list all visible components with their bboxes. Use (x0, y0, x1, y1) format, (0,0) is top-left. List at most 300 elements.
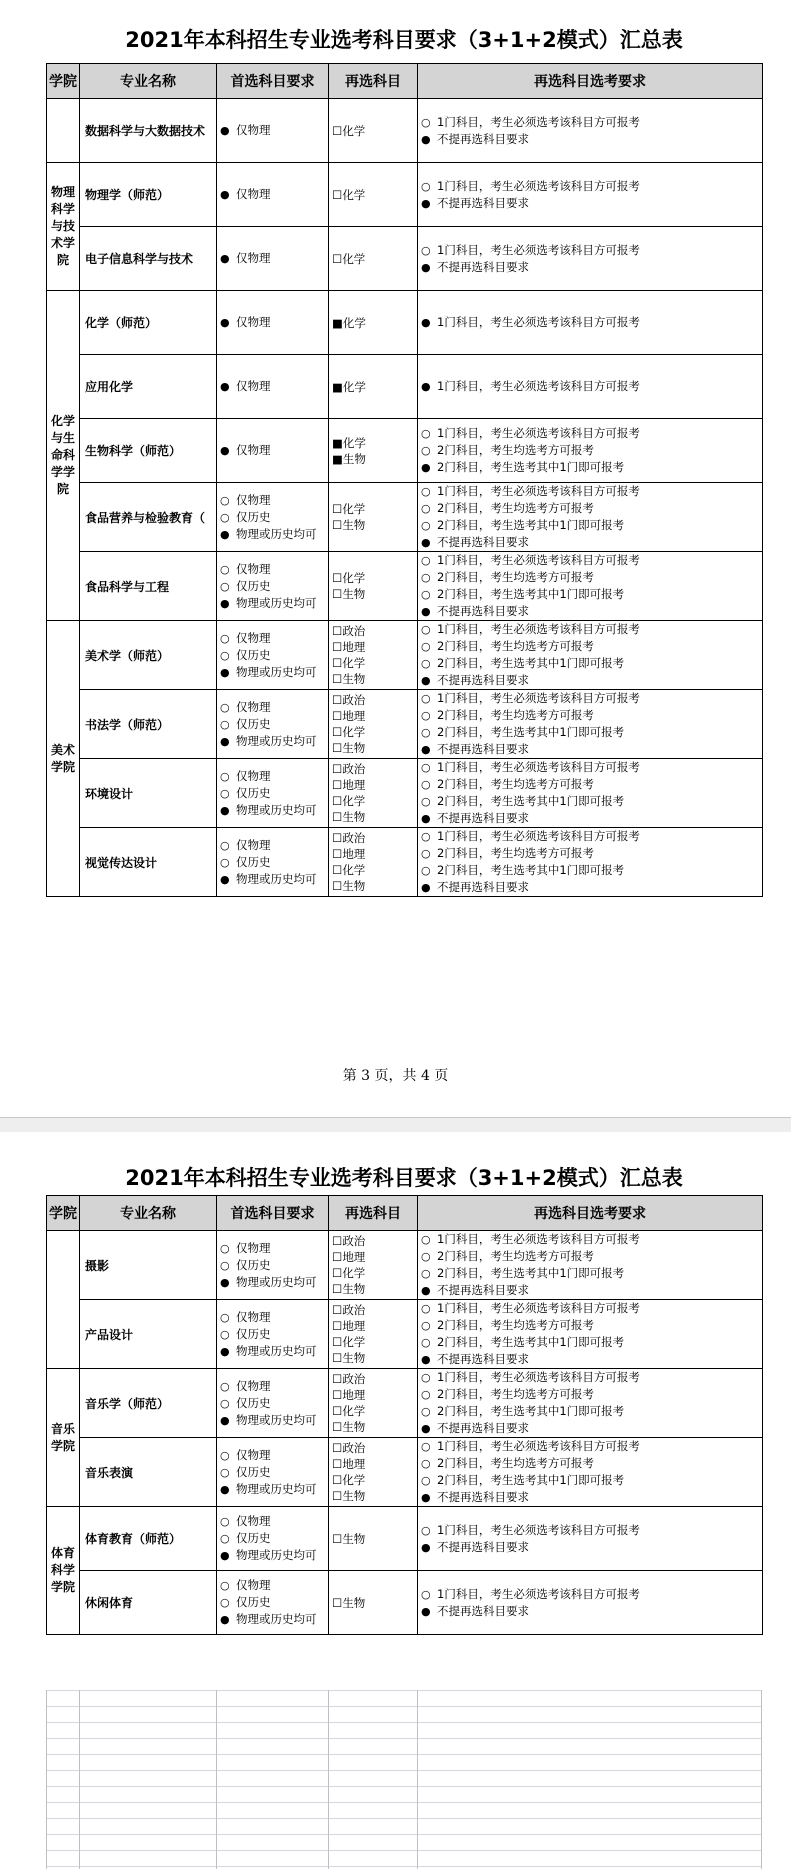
first-choice-option (220, 716, 328, 733)
requirement-option (421, 1438, 762, 1455)
subject-label: 地理 (342, 709, 366, 723)
subject-label: 化学 (342, 794, 366, 808)
subject-label: 化学 (342, 725, 366, 739)
header-major: 专业名称 (80, 64, 217, 99)
subject-label: 政治 (342, 693, 366, 707)
college-name: 物理科学与技术学院 (50, 185, 75, 267)
option-label: 物理或历史均可 (236, 871, 317, 886)
college-cell (47, 291, 80, 621)
option-label: 仅物理 (236, 492, 271, 507)
header-subjects: 再选科目 (329, 1196, 418, 1231)
requirement-option (421, 1317, 762, 1334)
requirement-option (421, 724, 762, 741)
requirement-option (421, 242, 762, 259)
radio-filled-icon: ● (421, 132, 431, 146)
subject-item (332, 1456, 382, 1472)
requirements-cell (418, 483, 763, 552)
option-label: 仅物理 (236, 561, 271, 576)
option-label: 2门科目，考生选考其中1门即可报考 (437, 1473, 625, 1487)
requirement-option (421, 1386, 762, 1403)
option-label: 仅物理 (236, 699, 271, 714)
requirement-option (421, 690, 762, 707)
table-row (47, 419, 763, 483)
first-choice-cell (217, 759, 329, 828)
requirement-option (421, 1282, 762, 1299)
radio-empty-icon: ○ (220, 1579, 230, 1592)
radio-empty-icon: ○ (421, 847, 431, 860)
radio-filled-icon: ● (220, 1482, 230, 1496)
option-label: 仅物理 (236, 1378, 271, 1393)
option-label: 仅物理 (236, 315, 271, 329)
radio-empty-icon: ○ (421, 1371, 431, 1384)
checkbox-empty-icon: ☐ (332, 831, 343, 845)
table-header-row (47, 1196, 763, 1231)
first-choice-option (220, 768, 328, 785)
first-choice-option (220, 785, 328, 802)
requirement-option (421, 1403, 762, 1420)
radio-filled-icon: ● (220, 596, 230, 610)
checkbox-empty-icon: ☐ (332, 762, 343, 776)
option-label: 仅历史 (236, 509, 271, 524)
subject-row (332, 251, 417, 267)
radio-empty-icon: ○ (220, 1310, 230, 1324)
option-label: 1门科目，考生必须选考该科目方可报考 (437, 691, 640, 705)
requirements-cell (418, 1571, 763, 1635)
option-label: 2门科目，考生均选考方可报考 (437, 1249, 594, 1263)
requirements-table (46, 1195, 763, 1635)
table-row (47, 552, 763, 621)
checkbox-empty-icon: ☐ (332, 847, 343, 861)
option-label: 仅历史 (236, 1595, 271, 1609)
option-label: 1门科目，考生必须选考该科目方可报考 (437, 1301, 640, 1315)
subjects-cell (329, 828, 418, 897)
first-choice-option (220, 526, 328, 543)
first-choice-cell (217, 1300, 329, 1369)
option-label: 不提再选科目要求 (437, 673, 529, 687)
radio-empty-icon: ○ (421, 1440, 431, 1453)
radio-empty-icon: ○ (220, 1379, 230, 1393)
first-choice-cell (217, 1231, 329, 1300)
requirements-cell (418, 552, 763, 621)
first-choice-option (220, 733, 328, 750)
first-choice-option (220, 1326, 328, 1343)
checkbox-empty-icon: ☐ (332, 1351, 343, 1365)
checkbox-empty-icon: ☐ (332, 1335, 343, 1349)
option-label: 1门科目，考生必须选考该科目方可报考 (437, 829, 640, 843)
radio-empty-icon: ○ (421, 640, 431, 653)
option-label: 仅物理 (236, 379, 271, 393)
radio-empty-icon: ○ (220, 510, 230, 524)
empty-sheet-columns (46, 1690, 762, 1869)
requirements-cell (418, 1231, 763, 1300)
radio-filled-icon: ● (220, 872, 230, 886)
subject-item (332, 1387, 382, 1403)
checkbox-empty-icon: ☐ (332, 587, 343, 601)
option-label: 1门科目，考生必须选考该科目方可报考 (437, 553, 640, 567)
subjects-cell (329, 621, 418, 690)
option-label: 不提再选科目要求 (437, 742, 529, 756)
first-choice-option (220, 1611, 328, 1628)
subject-label: 化学 (342, 315, 366, 330)
option-label: 仅历史 (236, 785, 271, 800)
requirement-option (421, 845, 762, 862)
first-choice-cell (217, 1571, 329, 1635)
header-college: 学院 (47, 64, 80, 99)
radio-empty-icon: ○ (421, 864, 431, 877)
checkbox-empty-icon: ☐ (332, 1282, 343, 1296)
requirement-option (421, 1351, 762, 1368)
radio-empty-icon: ○ (421, 709, 431, 722)
radio-empty-icon: ○ (421, 519, 431, 532)
subject-row (332, 793, 417, 825)
first-choice-cell (217, 483, 329, 552)
option-label: 仅物理 (236, 1447, 271, 1462)
option-label: 不提再选科目要求 (437, 1421, 529, 1435)
subject-row (332, 1472, 417, 1504)
radio-filled-icon: ● (421, 1422, 431, 1435)
subject-label: 化学 (342, 1404, 366, 1418)
radio-empty-icon: ○ (421, 692, 431, 705)
major-name: 体育教育（师范） (80, 1507, 217, 1571)
radio-filled-icon: ● (220, 665, 230, 679)
option-label: 不提再选科目要求 (437, 1603, 529, 1618)
subject-label: 政治 (342, 762, 366, 776)
subject-row (332, 1265, 417, 1297)
subject-item (332, 187, 382, 203)
subject-label: 生物 (342, 741, 366, 755)
page-title: 2021年本科招生专业选考科目要求（3+1+2模式）汇总表 (125, 1166, 683, 1190)
subject-label: 化学 (342, 251, 366, 266)
radio-empty-icon: ○ (421, 1233, 431, 1246)
first-choice-cell (217, 621, 329, 690)
radio-empty-icon: ○ (220, 1241, 230, 1255)
radio-empty-icon: ○ (421, 502, 431, 515)
requirement-option (421, 586, 762, 603)
requirement-option (421, 1248, 762, 1265)
requirement-option (421, 672, 762, 689)
college-cell (47, 621, 80, 897)
option-label: 2门科目，考生选考其中1门即可报考 (437, 1266, 625, 1280)
radio-empty-icon: ○ (220, 1596, 230, 1609)
checkbox-empty-icon: ☐ (332, 778, 343, 792)
radio-empty-icon: ○ (421, 1319, 431, 1332)
subject-item (332, 1595, 382, 1611)
subject-item (332, 1265, 382, 1281)
table-row (47, 1571, 763, 1635)
table-row (47, 483, 763, 552)
requirements-cell (418, 227, 763, 291)
subject-row (332, 1302, 417, 1334)
first-choice-option (220, 578, 328, 595)
subjects-cell (329, 759, 418, 828)
radio-filled-icon: ● (220, 316, 230, 329)
option-label: 物理或历史均可 (236, 1481, 317, 1496)
option-label: 物理或历史均可 (236, 664, 317, 679)
college-name: 音乐学院 (50, 1421, 75, 1453)
option-label: 仅物理 (236, 768, 271, 783)
page-footer: 第 3 页，共 4 页 (342, 1068, 449, 1084)
first-choice-option (220, 1343, 328, 1360)
subject-label: 化学 (342, 187, 366, 202)
requirement-option (421, 862, 762, 879)
requirements-cell (418, 291, 763, 355)
subject-row (332, 1233, 417, 1265)
checkbox-empty-icon: ☐ (332, 1457, 343, 1471)
radio-filled-icon: ● (220, 1613, 230, 1626)
option-label: 仅物理 (236, 1514, 271, 1528)
checkbox-empty-icon: ☐ (332, 879, 343, 893)
option-label: 物理或历史均可 (236, 526, 317, 541)
subject-item (332, 123, 382, 139)
subject-label: 化学 (342, 1335, 366, 1349)
requirement-option (421, 1231, 762, 1248)
requirement-option (421, 483, 762, 500)
subject-row (332, 187, 417, 203)
requirements-cell (418, 1438, 763, 1507)
requirement-option (421, 534, 762, 551)
college-cell (47, 1507, 80, 1635)
radio-empty-icon: ○ (220, 1515, 230, 1528)
option-label: 1门科目，考生必须选考该科目方可报考 (437, 1439, 640, 1453)
subject-row (332, 501, 417, 533)
table-row (47, 1231, 763, 1300)
table-row (47, 1369, 763, 1438)
subject-row (332, 570, 417, 602)
radio-filled-icon: ● (220, 803, 230, 817)
radio-empty-icon: ○ (220, 838, 230, 852)
radio-filled-icon: ● (421, 674, 431, 687)
option-label: 2门科目，考生选考其中1门即可报考 (437, 863, 625, 877)
subject-item (332, 1371, 382, 1387)
major-name: 生物科学（师范） (80, 419, 217, 483)
radio-filled-icon: ● (220, 444, 230, 457)
requirement-option (421, 655, 762, 672)
radio-empty-icon: ○ (421, 1523, 431, 1537)
header-major: 专业名称 (80, 1196, 217, 1231)
option-label: 2门科目，考生均选考方可报考 (437, 639, 594, 653)
checkbox-empty-icon: ☐ (332, 863, 343, 877)
first-choice-cell (217, 291, 329, 355)
checkbox-filled-icon: ■ (332, 435, 343, 450)
subject-label: 地理 (342, 1250, 366, 1264)
requirements-cell (418, 1369, 763, 1438)
first-choice-option (220, 1547, 328, 1564)
subjects-cell (329, 1231, 418, 1300)
checkbox-empty-icon: ☐ (332, 656, 343, 670)
major-name: 音乐表演 (80, 1438, 217, 1507)
requirement-option (421, 741, 762, 758)
radio-empty-icon: ○ (421, 795, 431, 808)
requirement-option (421, 442, 762, 459)
option-label: 2门科目，考生均选考方可报考 (437, 1456, 594, 1470)
first-choice-option (220, 699, 328, 716)
radio-filled-icon: ● (421, 316, 431, 329)
table-row (47, 1507, 763, 1571)
requirement-option (421, 1369, 762, 1386)
option-label: 2门科目，考生均选考方可报考 (437, 777, 594, 791)
checkbox-empty-icon: ☐ (332, 741, 343, 755)
option-label: 2门科目，考生均选考方可报考 (437, 708, 594, 722)
radio-empty-icon: ○ (220, 717, 230, 731)
checkbox-filled-icon: ■ (332, 379, 343, 394)
checkbox-empty-icon: ☐ (332, 1234, 343, 1248)
table-row (47, 1300, 763, 1369)
checkbox-empty-icon: ☐ (332, 725, 343, 739)
major-name: 摄影 (80, 1231, 217, 1300)
subject-row (332, 1334, 417, 1366)
subject-item (332, 1488, 382, 1504)
requirement-option (421, 1539, 762, 1556)
requirements-cell (418, 163, 763, 227)
subject-item (332, 501, 382, 517)
option-label: 2门科目，考生选考其中1门即可报考 (437, 794, 625, 808)
subject-item (332, 1233, 382, 1249)
subject-row (332, 692, 417, 724)
option-label: 仅历史 (236, 1464, 271, 1479)
radio-empty-icon: ○ (220, 769, 230, 783)
first-choice-option (220, 1594, 328, 1611)
requirement-option (421, 1265, 762, 1282)
subject-row (332, 123, 417, 139)
checkbox-empty-icon: ☐ (332, 1595, 343, 1610)
subject-label: 生物 (342, 1282, 366, 1296)
major-name: 视觉传达设计 (80, 828, 217, 897)
subject-row (332, 1595, 417, 1611)
subject-item (332, 1249, 382, 1265)
major-name: 美术学（师范） (80, 621, 217, 690)
option-label: 仅物理 (236, 1309, 271, 1324)
radio-empty-icon: ○ (220, 855, 230, 869)
radio-empty-icon: ○ (220, 579, 230, 593)
first-choice-option (220, 1309, 328, 1326)
requirements-cell (418, 355, 763, 419)
checkbox-empty-icon: ☐ (332, 1473, 343, 1487)
first-choice-option (220, 630, 328, 647)
first-choice-option (220, 378, 328, 395)
major-name: 电子信息科学与技术 (80, 227, 217, 291)
subject-item (332, 1419, 382, 1435)
option-label: 仅物理 (236, 251, 271, 265)
first-choice-option (220, 1513, 328, 1530)
subject-label: 化学 (342, 656, 366, 670)
subject-row (332, 435, 417, 467)
radio-empty-icon: ○ (421, 623, 431, 636)
radio-filled-icon: ● (421, 461, 431, 474)
checkbox-empty-icon: ☐ (332, 810, 343, 824)
college-name: 化学与生命科学学院 (50, 414, 75, 496)
first-choice-cell (217, 99, 329, 163)
option-label: 1门科目，考生必须选考该科目方可报考 (437, 1586, 640, 1601)
subject-label: 生物 (342, 1489, 366, 1503)
requirement-option (421, 459, 762, 476)
radio-empty-icon: ○ (220, 786, 230, 800)
table-row (47, 163, 763, 227)
option-label: 2门科目，考生选考其中1门即可报考 (437, 587, 625, 601)
radio-filled-icon: ● (421, 743, 431, 756)
radio-filled-icon: ● (220, 380, 230, 393)
first-choice-option (220, 871, 328, 888)
option-label: 2门科目，考生选考其中1门即可报考 (437, 460, 625, 474)
checkbox-empty-icon: ☐ (332, 1404, 343, 1418)
requirement-option (421, 1586, 762, 1603)
option-label: 物理或历史均可 (236, 733, 317, 748)
first-choice-option (220, 1257, 328, 1274)
checkbox-empty-icon: ☐ (332, 251, 343, 266)
option-label: 1门科目，考生必须选考该科目方可报考 (437, 1232, 640, 1246)
college-name: 体育科学学院 (50, 1546, 75, 1594)
subject-label: 地理 (342, 1319, 366, 1333)
requirements-cell (418, 1300, 763, 1369)
subject-item (332, 639, 382, 655)
subject-row (332, 623, 417, 655)
requirements-table (46, 63, 763, 897)
header-first-choice: 首选科目要求 (217, 64, 329, 99)
subject-item (332, 1281, 382, 1297)
subject-label: 地理 (342, 1388, 366, 1402)
header-subjects: 再选科目 (329, 64, 418, 99)
option-label: 2门科目，考生均选考方可报考 (437, 1387, 594, 1401)
requirement-option (421, 378, 762, 395)
requirement-option (421, 552, 762, 569)
requirements-cell (418, 690, 763, 759)
radio-empty-icon: ○ (421, 588, 431, 601)
requirement-option (421, 500, 762, 517)
requirement-option (421, 314, 762, 331)
radio-empty-icon: ○ (220, 562, 230, 576)
option-label: 1门科目，考生必须选考该科目方可报考 (437, 242, 640, 257)
radio-filled-icon: ● (421, 1353, 431, 1366)
option-label: 仅物理 (236, 123, 271, 137)
checkbox-empty-icon: ☐ (332, 1531, 343, 1546)
first-choice-option (220, 854, 328, 871)
requirements-cell (418, 1507, 763, 1571)
subject-label: 地理 (342, 1457, 366, 1471)
option-label: 1门科目，考生必须选考该科目方可报考 (437, 114, 640, 129)
option-label: 仅历史 (236, 1531, 271, 1545)
subject-label: 化学 (342, 123, 366, 138)
requirement-option (421, 638, 762, 655)
requirement-option (421, 425, 762, 442)
major-name: 数据科学与大数据技术 (80, 99, 217, 163)
radio-filled-icon: ● (220, 1275, 230, 1289)
subject-item (332, 1440, 382, 1456)
radio-empty-icon: ○ (421, 830, 431, 843)
option-label: 仅物理 (236, 1240, 271, 1255)
checkbox-empty-icon: ☐ (332, 1303, 343, 1317)
subject-row (332, 862, 417, 894)
checkbox-empty-icon: ☐ (332, 502, 343, 516)
table-row (47, 227, 763, 291)
header-first-choice: 首选科目要求 (217, 1196, 329, 1231)
header-college: 学院 (47, 1196, 80, 1231)
radio-empty-icon: ○ (220, 1258, 230, 1272)
option-label: 不提再选科目要求 (437, 195, 529, 210)
subject-item (332, 251, 382, 267)
radio-filled-icon: ● (421, 536, 431, 549)
checkbox-empty-icon: ☐ (332, 1388, 343, 1402)
requirement-option (421, 114, 762, 131)
requirement-option (421, 793, 762, 810)
subject-item (332, 379, 382, 395)
radio-empty-icon: ○ (421, 657, 431, 670)
requirement-option (421, 1455, 762, 1472)
subject-label: 地理 (342, 778, 366, 792)
subject-label: 生物 (342, 451, 366, 466)
requirement-option (421, 1489, 762, 1506)
option-label: 不提再选科目要求 (437, 535, 529, 549)
option-label: 1门科目，考生必须选考该科目方可报考 (437, 379, 640, 393)
subject-row (332, 655, 417, 687)
